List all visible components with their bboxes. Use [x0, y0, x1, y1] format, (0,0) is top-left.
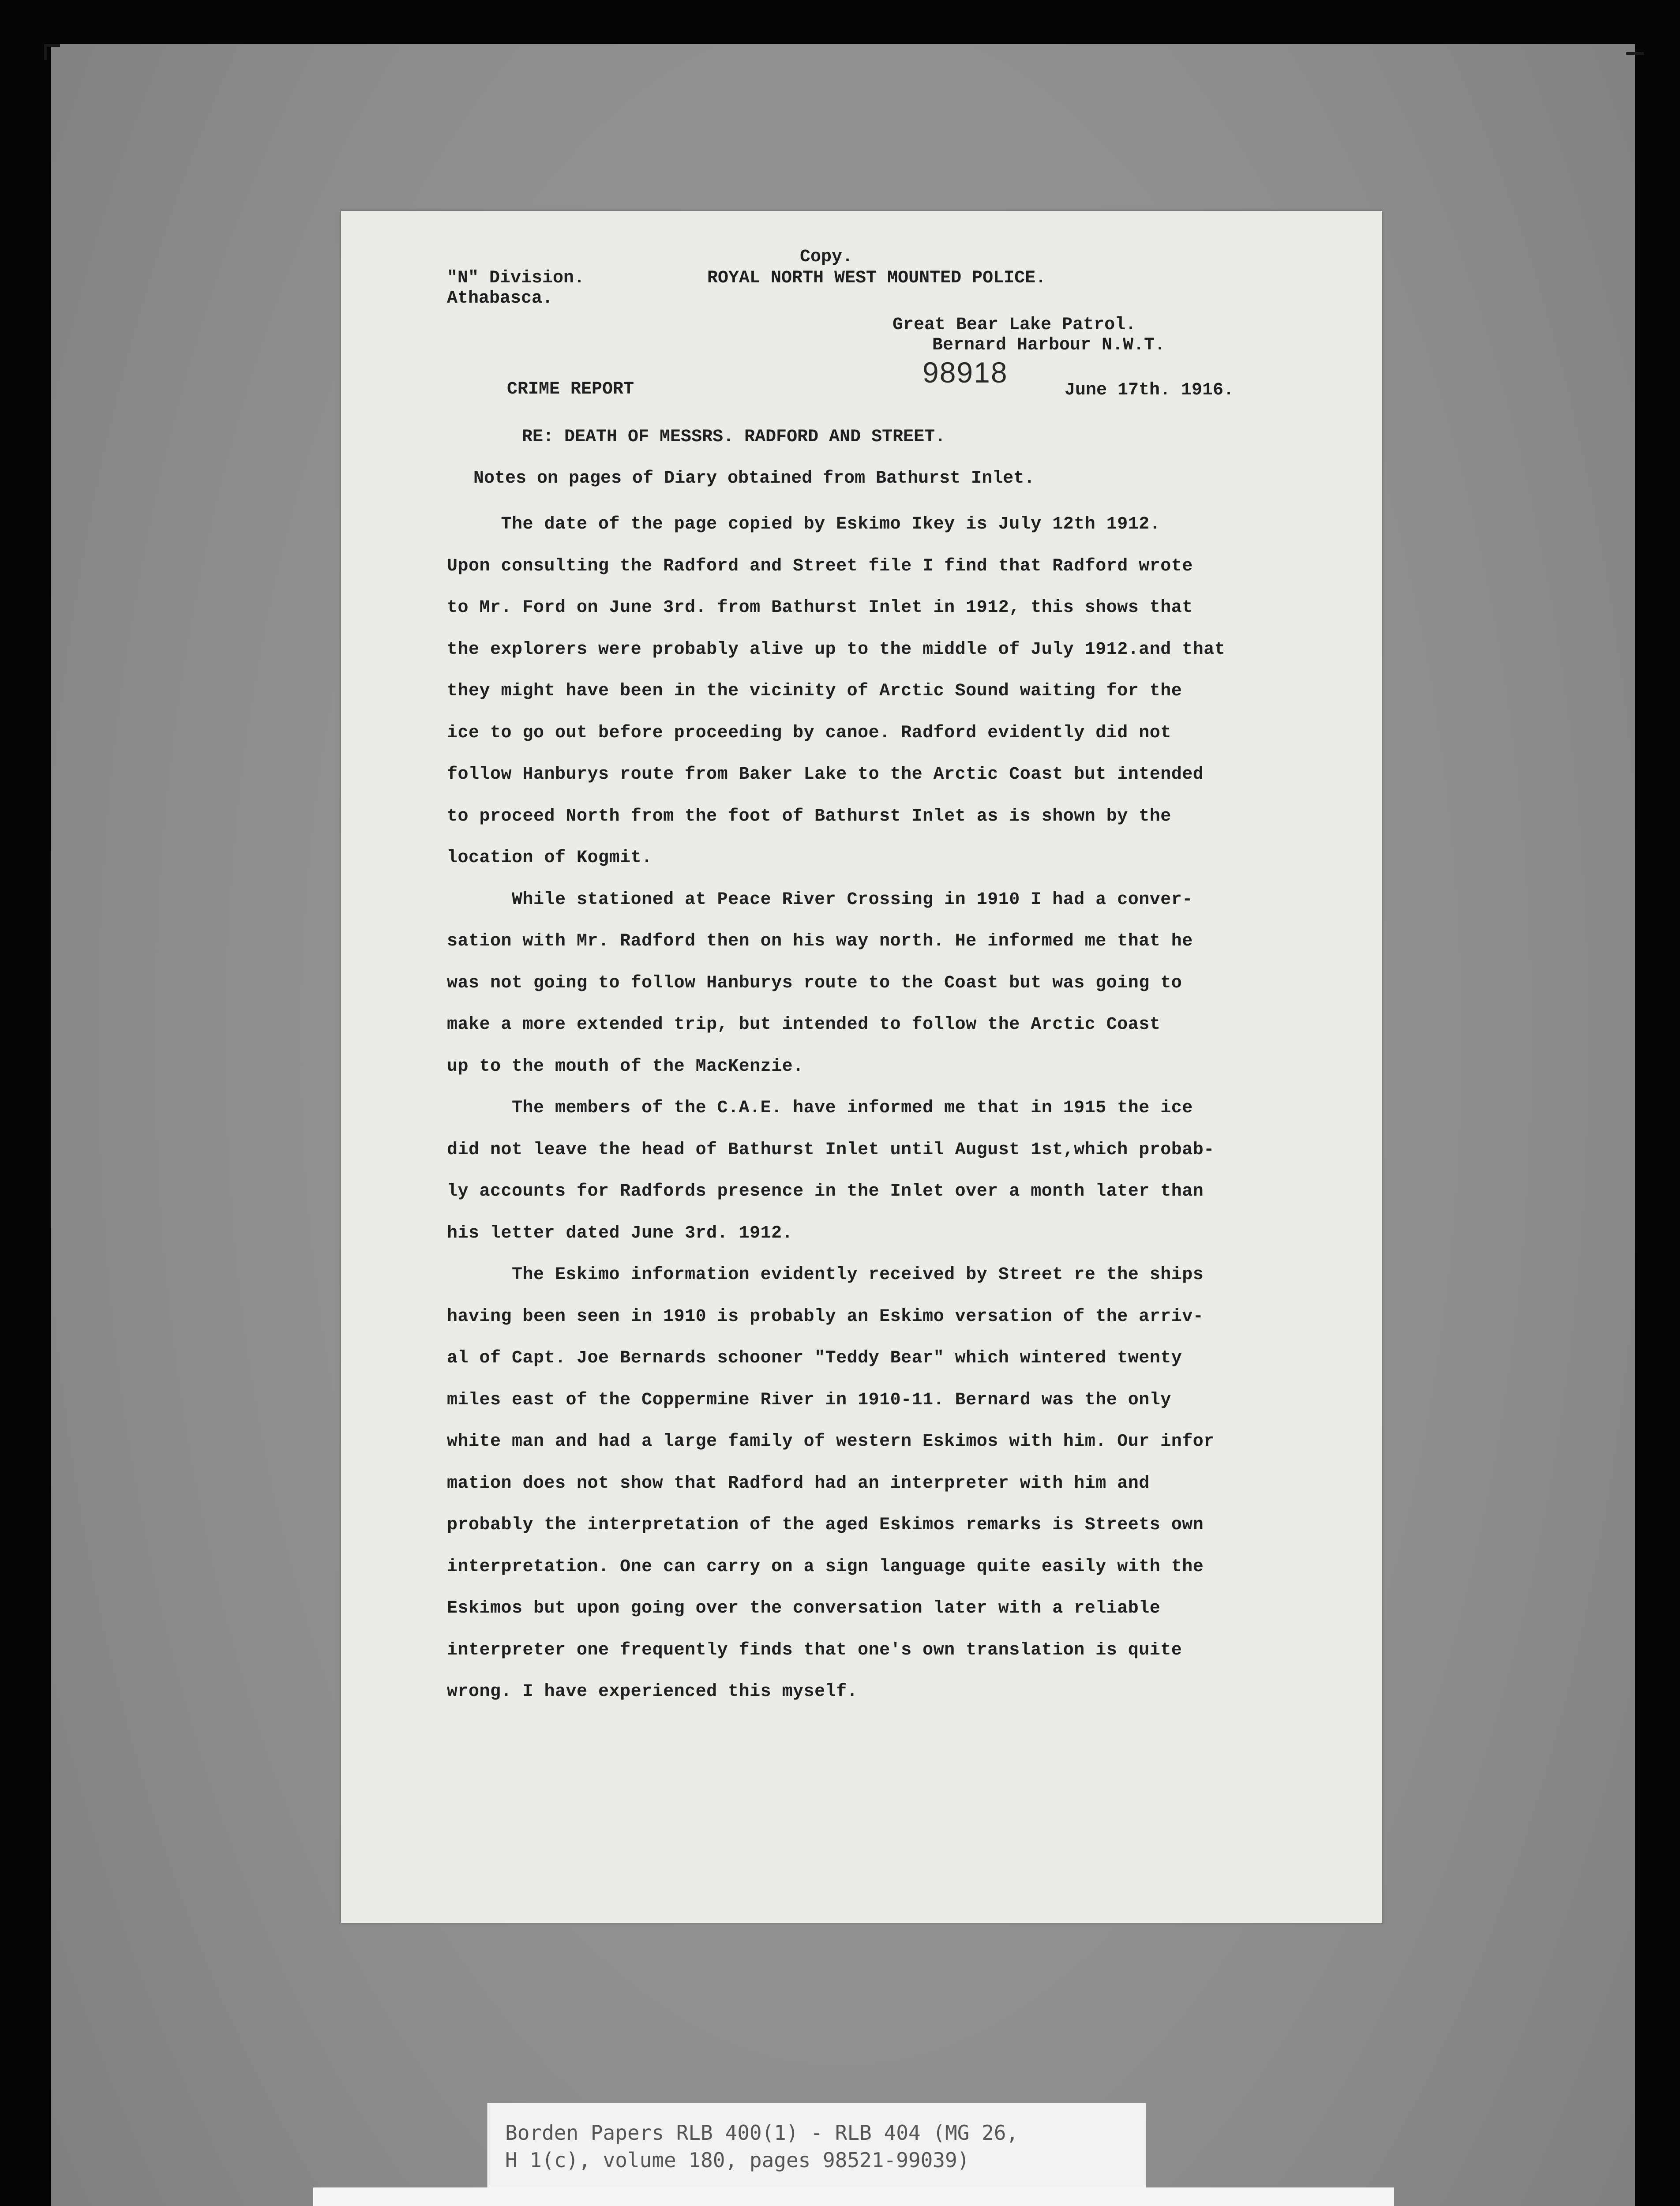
crop-mark-top-right [1626, 52, 1644, 55]
report-date: June 17th. 1916. [1065, 380, 1234, 400]
report-body-line: The date of the page copied by Eskimo Ikey is July 12th 1912. [447, 514, 1161, 534]
report-body-line: the explorers were probably alive up to the middle of July 1912.and that [447, 639, 1226, 660]
catalog-label-line1: Borden Papers RLB 400(1) - RLB 404 (MG 26, [505, 2121, 1019, 2145]
report-body-line: wrong. I have experienced this myself. [447, 1682, 858, 1702]
report-body-line: While stationed at Peace River Crossing in 1910 I had a conver- [447, 889, 1193, 910]
subject-notes: Notes on pages of Diary obtained from Bathurst Inlet. [473, 469, 1035, 488]
report-body-line: ice to go out before proceeding by canoe. Radford evidently did not [447, 723, 1171, 743]
division-line2: Athabasca. [447, 289, 553, 308]
page-number-stamp: 98918 [922, 356, 1008, 389]
report-body-line: his letter dated June 3rd. 1912. [447, 1223, 793, 1243]
report-body-line: was not going to follow Hanburys route to the Coast but was going to [447, 973, 1182, 993]
subject-re: RE: DEATH OF MESSRS. RADFORD AND STREET. [522, 427, 946, 447]
report-body-line: location of Kogmit. [447, 848, 652, 868]
report-type: CRIME REPORT [507, 379, 634, 399]
report-body-line: having been seen in 1910 is probably an Eskimo versation of the arriv- [447, 1306, 1204, 1327]
report-body-line: to Mr. Ford on June 3rd. from Bathurst Inlet in 1912, this shows that [447, 598, 1193, 618]
report-body-line: up to the mouth of the MacKenzie. [447, 1056, 804, 1077]
archives-card [313, 2187, 1394, 2206]
report-body-line: they might have been in the vicinity of Arctic Sound waiting for the [447, 681, 1182, 701]
report-body-line: miles east of the Coppermine River in 1910-11. Bernard was the only [447, 1390, 1171, 1410]
patrol-location: Bernard Harbour N.W.T. [932, 335, 1166, 355]
division-line1: "N" Division. [447, 268, 585, 288]
report-body-line: Eskimos but upon going over the conversation later with a reliable [447, 1598, 1161, 1618]
report-body-line: mation does not show that Radford had an interpreter with him and [447, 1473, 1150, 1493]
report-body-line: follow Hanburys route from Baker Lake to the Arctic Coast but intended [447, 765, 1204, 784]
report-body-line: to proceed North from the foot of Bathurst Inlet as is shown by the [447, 806, 1171, 826]
force-name: ROYAL NORTH WEST MOUNTED POLICE. [707, 268, 1046, 288]
catalog-label-line2: H 1(c), volume 180, pages 98521-99039) [505, 2148, 970, 2172]
patrol-name: Great Bear Lake Patrol. [892, 315, 1136, 335]
document-page [341, 211, 1382, 1923]
crop-mark-top-left [44, 44, 60, 60]
report-body-line: did not leave the head of Bathurst Inlet until August 1st,which probab- [447, 1140, 1215, 1160]
report-body-line: interpreter one frequently finds that one's own translation is quite [447, 1640, 1182, 1660]
copy-note: Copy. [800, 247, 853, 267]
report-body-line: The Eskimo information evidently received by Street re the ships [447, 1265, 1204, 1285]
report-body-line: interpretation. One can carry on a sign language quite easily with the [447, 1557, 1204, 1577]
report-body-line: sation with Mr. Radford then on his way north. He informed me that he [447, 931, 1193, 951]
report-body-line: make a more extended trip, but intended to follow the Arctic Coast [447, 1015, 1161, 1035]
report-body-line: probably the interpretation of the aged Eskimos remarks is Streets own [447, 1515, 1204, 1535]
report-body-line: Upon consulting the Radford and Street file I find that Radford wrote [447, 556, 1193, 576]
report-body-line: The members of the C.A.E. have informed me that in 1915 the ice [447, 1098, 1193, 1118]
report-body-line: ly accounts for Radfords presence in the Inlet over a month later than [447, 1182, 1204, 1201]
report-body-line: white man and had a large family of western Eskimos with him. Our infor [447, 1432, 1215, 1452]
report-body-line: al of Capt. Joe Bernards schooner "Teddy Bear" which wintered twenty [447, 1348, 1182, 1368]
typed-report [341, 211, 1382, 1923]
